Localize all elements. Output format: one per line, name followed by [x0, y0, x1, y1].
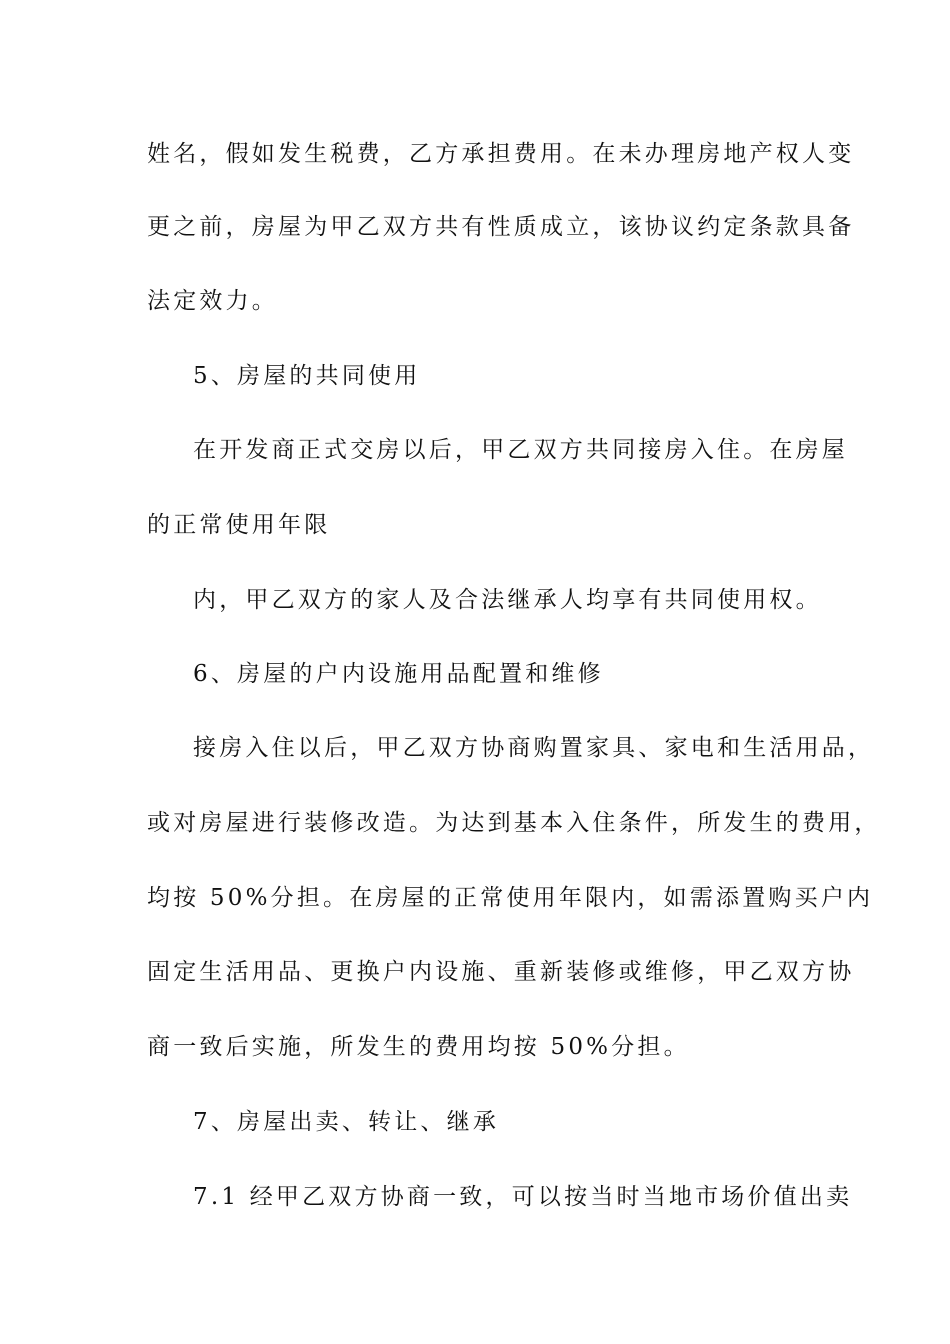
text-line: 内，甲乙双方的家人及合法继承人均享有共同使用权。 [193, 587, 822, 613]
text-line: 商一致后实施，所发生的费用均按 50%分担。 [147, 1034, 690, 1060]
text-line: 7.1 经甲乙双方协商一致，可以按当时当地市场价值出卖 [193, 1184, 853, 1210]
text-line: 均按 50%分担。在房屋的正常使用年限内，如需添置购买户内 [147, 885, 874, 911]
section-heading: 5、房屋的共同使用 [193, 363, 421, 389]
text-line: 在开发商正式交房以后，甲乙双方共同接房入住。在房屋 [193, 437, 848, 463]
text-line: 更之前，房屋为甲乙双方共有性质成立，该协议约定条款具备 [147, 214, 855, 240]
section-heading: 6、房屋的户内设施用品配置和维修 [193, 661, 604, 687]
text-line: 的正常使用年限 [147, 512, 331, 538]
text-line: 或对房屋进行装修改造。为达到基本入住条件，所发生的费用， [147, 810, 881, 836]
text-line: 法定效力。 [147, 288, 278, 314]
section-heading: 7、房屋出卖、转让、继承 [193, 1109, 500, 1135]
text-line: 接房入住以后，甲乙双方协商购置家具、家电和生活用品， [193, 735, 875, 761]
text-line: 固定生活用品、更换户内设施、重新装修或维修，甲乙双方协 [147, 959, 855, 985]
text-line: 姓名，假如发生税费，乙方承担费用。在未办理房地产权人变 [147, 141, 855, 167]
